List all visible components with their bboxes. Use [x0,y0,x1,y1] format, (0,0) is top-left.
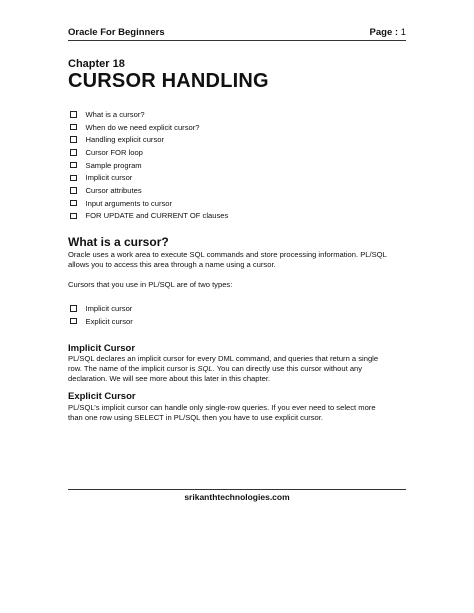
text-line: . You can directly use this cursor without any [212,364,363,373]
checkbox-bullet-icon [70,111,77,118]
emphasis-sql: SQL [197,364,213,373]
list-item-text: Explicit cursor [85,316,133,326]
checkbox-bullet-icon [70,213,77,220]
checkbox-bullet-icon [70,318,77,325]
page-number: 1 [400,27,406,38]
header-divider [68,40,406,41]
paragraph-cursor-types: Cursors that you use in PL/SQL are of two types: [68,280,233,289]
text-line: declaration. We will see more about this later in this chapter. [68,374,271,383]
text-line: allows you to access this area through a name using a cursor. [68,260,276,269]
chapter-title: CURSOR HANDLING [68,70,269,92]
list-item-text: Handling explicit cursor [85,135,165,145]
chapter-label: Chapter 18 [68,58,125,70]
page-header [68,27,406,38]
section-heading-explicit-cursor: Explicit Cursor [68,391,136,402]
section-heading-implicit-cursor: Implicit Cursor [68,343,136,354]
list-item [70,146,228,159]
list-item-text: Implicit cursor [85,303,133,313]
text-line: than one row using SELECT in PL/SQL then you have to use explicit cursor. [68,413,323,422]
page-indicator [370,27,406,38]
checkbox-bullet-icon [70,187,77,194]
paragraph-implicit-cursor [68,354,408,384]
text-line: row. The name of the implicit cursor is [68,364,198,373]
checkbox-bullet-icon [70,136,77,143]
list-item-text: Implicit cursor [85,173,133,183]
paragraph-cursor-definition [68,250,408,270]
list-item-text: Cursor attributes [85,185,142,195]
list-item [70,133,228,146]
list-item [70,108,228,121]
section-heading-what-is-cursor: What is a cursor? [68,235,169,249]
checkbox-bullet-icon [70,175,77,182]
text-line: PL/SQL’s implicit cursor can handle only single-row queries. If you ever need to select more [68,403,376,412]
list-item-text: Input arguments to cursor [85,198,173,208]
list-item [70,184,228,197]
list-item [70,302,133,315]
page-label: Page : [369,27,399,38]
text-line: Oracle uses a work area to execute SQL commands and store processing information. PL/SQL [68,250,387,259]
checkbox-bullet-icon [70,162,77,169]
text-line: PL/SQL declares an implicit cursor for every DML command, and queries that return a single [68,354,379,363]
checkbox-bullet-icon [70,124,77,131]
header-title: Oracle For Beginners [68,27,165,38]
list-item-text: When do we need explicit cursor? [85,122,200,132]
list-item [70,315,133,328]
page-footer: srikanthtechnologies.com [184,492,290,502]
footer-divider [68,489,406,490]
list-item-text: FOR UPDATE and CURRENT OF clauses [85,211,229,221]
chapter-contents-list [70,108,228,222]
list-item [70,197,228,210]
list-item [70,210,228,223]
checkbox-bullet-icon [70,305,77,312]
checkbox-bullet-icon [70,149,77,156]
paragraph-explicit-cursor [68,403,408,423]
list-item [70,121,228,134]
checkbox-bullet-icon [70,200,77,207]
list-item [70,171,228,184]
list-item-text: Cursor FOR loop [85,147,143,157]
list-item-text: Sample program [85,160,142,170]
list-item-text: What is a cursor? [85,109,145,119]
list-item [70,159,228,172]
cursor-types-list [70,302,133,327]
